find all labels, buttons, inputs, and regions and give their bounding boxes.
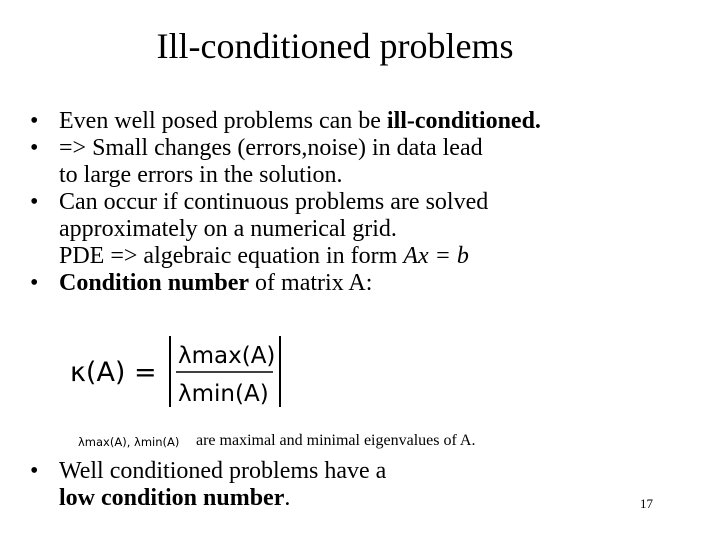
bullet-item <box>30 135 690 189</box>
bullet-bold-text: Condition number <box>59 270 250 296</box>
condition-number-formula <box>68 333 298 411</box>
bullet-item <box>30 270 690 297</box>
bullet-line <box>59 485 630 512</box>
bullet-item <box>30 458 630 512</box>
bullet-line: => Small changes (errors,noise) in data lead <box>59 135 483 161</box>
eigenvalue-note <box>78 430 638 452</box>
bullet-line: Well conditioned problems have a <box>59 458 387 484</box>
bullet-marker: • <box>30 189 39 215</box>
bullet-line: to large errors in the solution. <box>59 162 343 188</box>
formula-denominator: λmin(A) <box>178 381 269 407</box>
bullet-list <box>30 108 690 297</box>
formula-lhs: κ(A) = <box>70 357 157 388</box>
bullet-line <box>59 270 690 297</box>
bullet-item <box>30 108 690 135</box>
bullet-line: approximately on a numerical grid. <box>59 216 397 242</box>
bullet-list-final <box>30 458 630 512</box>
formula-numerator: λmax(A) <box>178 343 276 369</box>
eigenvalue-symbols <box>78 430 194 452</box>
bullet-text: Even well posed problems can be <box>59 108 387 134</box>
slide-title: Ill-conditioned problems <box>156 26 514 66</box>
formula-graphic <box>68 333 298 411</box>
eigenvalue-note-text: are maximal and minimal eigenvalues of A. <box>196 432 476 449</box>
bullet-text: of matrix A: <box>249 270 373 296</box>
bullet-bold-text: low condition number <box>59 485 285 511</box>
bullet-item <box>30 189 690 270</box>
bullet-marker: • <box>30 270 39 296</box>
bullet-line <box>59 243 690 270</box>
bullet-text: PDE => algebraic equation in form <box>59 243 404 269</box>
bullet-marker: • <box>30 458 39 484</box>
bullet-marker: • <box>30 108 39 134</box>
page-number: 17 <box>640 496 653 511</box>
bullet-marker: • <box>30 135 39 161</box>
eigenvalue-symbols-text: λmax(A), λmin(A) <box>78 435 180 449</box>
bullet-line: Can occur if continuous problems are solved <box>59 189 489 215</box>
bullet-bold-text: ill-conditioned. <box>386 108 541 134</box>
bullet-text: . <box>284 485 291 511</box>
equation-inline: Ax = b <box>403 243 469 269</box>
bullet-line <box>59 108 690 135</box>
